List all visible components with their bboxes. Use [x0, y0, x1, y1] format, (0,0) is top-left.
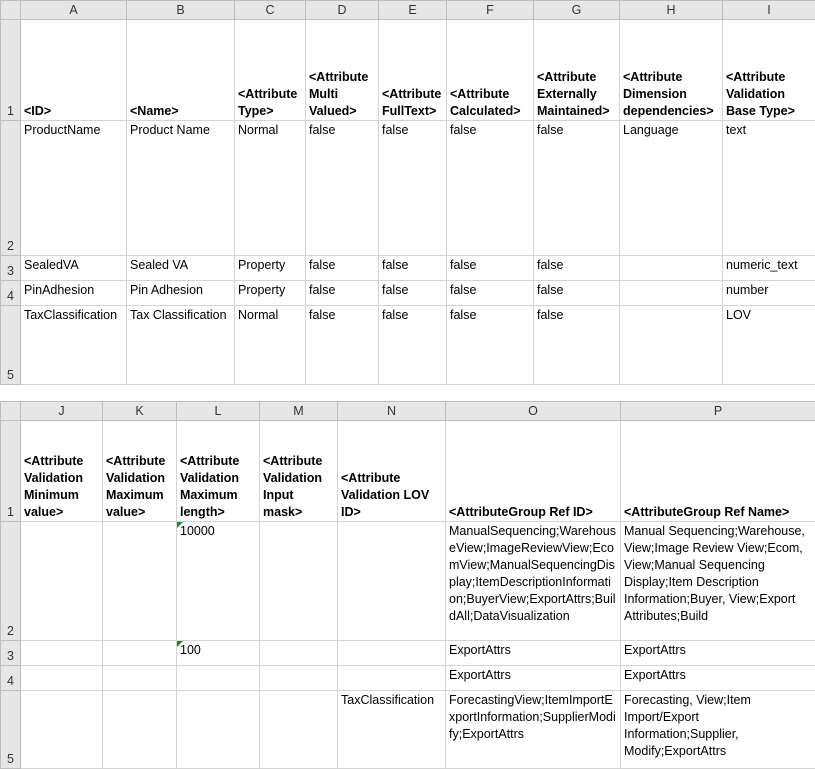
- column-header-c[interactable]: C: [235, 1, 306, 20]
- table-row: [1, 641, 815, 666]
- column-header-m[interactable]: M: [260, 402, 338, 421]
- cell[interactable]: false: [534, 256, 620, 281]
- header-cell[interactable]: <AttributeGroup Ref ID>: [446, 421, 621, 522]
- table-row: [1, 281, 815, 306]
- cell[interactable]: false: [379, 306, 447, 385]
- cell[interactable]: Manual Sequencing;Warehouse, View;Image Review View;Ecom, View;Manual Sequencing Display;Item Description Information;Buyer, View;Export Attributes;Build: [621, 522, 815, 641]
- cell[interactable]: false: [447, 121, 534, 256]
- cell[interactable]: [103, 641, 177, 666]
- cell[interactable]: Normal: [235, 121, 306, 256]
- cell[interactable]: ExportAttrs: [446, 641, 621, 666]
- header-cell[interactable]: <Attribute Externally Maintained>: [534, 20, 620, 121]
- cell[interactable]: TaxClassification: [338, 691, 446, 769]
- select-all-corner[interactable]: [1, 1, 21, 20]
- cell[interactable]: ExportAttrs: [621, 641, 815, 666]
- row-header-3[interactable]: 3: [1, 256, 21, 281]
- cell[interactable]: TaxClassification: [21, 306, 127, 385]
- header-cell[interactable]: <AttributeGroup Ref Name>: [621, 421, 815, 522]
- cell[interactable]: [103, 691, 177, 769]
- column-header-n[interactable]: N: [338, 402, 446, 421]
- column-header-g[interactable]: G: [534, 1, 620, 20]
- cell[interactable]: [338, 641, 446, 666]
- spreadsheet-grid-bottom: [0, 401, 815, 769]
- header-cell[interactable]: <Attribute Validation LOV ID>: [338, 421, 446, 522]
- cell[interactable]: Property: [235, 281, 306, 306]
- column-header-j[interactable]: J: [21, 402, 103, 421]
- cell[interactable]: PinAdhesion: [21, 281, 127, 306]
- cell[interactable]: [21, 522, 103, 641]
- cell[interactable]: ExportAttrs: [621, 666, 815, 691]
- column-header-d[interactable]: D: [306, 1, 379, 20]
- column-header-k[interactable]: K: [103, 402, 177, 421]
- table-row: [1, 666, 815, 691]
- cell[interactable]: numeric_text: [723, 256, 815, 281]
- row-header-3[interactable]: 3: [1, 641, 21, 666]
- cell[interactable]: [338, 666, 446, 691]
- header-cell[interactable]: <Attribute Validation Input mask>: [260, 421, 338, 522]
- cell[interactable]: false: [534, 281, 620, 306]
- header-cell[interactable]: <ID>: [21, 20, 127, 121]
- cell[interactable]: false: [447, 306, 534, 385]
- select-all-corner[interactable]: [1, 402, 21, 421]
- cell[interactable]: number: [723, 281, 815, 306]
- cell[interactable]: ExportAttrs: [446, 666, 621, 691]
- cell[interactable]: false: [379, 281, 447, 306]
- row-header-2[interactable]: 2: [1, 121, 21, 256]
- row-header-4[interactable]: 4: [1, 281, 21, 306]
- cell[interactable]: [177, 666, 260, 691]
- row-header-1[interactable]: 1: [1, 20, 21, 121]
- table-row: [1, 20, 815, 121]
- cell[interactable]: ProductName: [21, 121, 127, 256]
- header-cell[interactable]: <Attribute Calculated>: [447, 20, 534, 121]
- column-header-row: [1, 402, 815, 421]
- cell[interactable]: ForecastingView;ItemImportExportInformation;SupplierModify;ExportAttrs: [446, 691, 621, 769]
- header-cell[interactable]: <Attribute Dimension dependencies>: [620, 20, 723, 121]
- column-header-l[interactable]: L: [177, 402, 260, 421]
- cell[interactable]: [177, 691, 260, 769]
- cell-number-stored-as-text[interactable]: [177, 522, 260, 641]
- cell[interactable]: false: [447, 281, 534, 306]
- header-cell[interactable]: <Attribute Type>: [235, 20, 306, 121]
- cell-text: 10000: [180, 524, 215, 538]
- cell-text: 100: [180, 643, 201, 657]
- cell[interactable]: [260, 691, 338, 769]
- cell[interactable]: [21, 641, 103, 666]
- column-header-i[interactable]: I: [723, 1, 815, 20]
- cell[interactable]: [620, 256, 723, 281]
- cell[interactable]: [103, 522, 177, 641]
- header-cell[interactable]: <Attribute Validation Maximum length>: [177, 421, 260, 522]
- cell[interactable]: Language: [620, 121, 723, 256]
- table-row: [1, 421, 815, 522]
- cell[interactable]: SealedVA: [21, 256, 127, 281]
- cell[interactable]: false: [306, 121, 379, 256]
- cell[interactable]: [21, 691, 103, 769]
- column-header-a[interactable]: A: [21, 1, 127, 20]
- cell[interactable]: Product Name: [127, 121, 235, 256]
- header-cell[interactable]: <Attribute Multi Valued>: [306, 20, 379, 121]
- cell[interactable]: ManualSequencing;WarehouseView;ImageReviewView;EcomView;ManualSequencingDisplay;ItemDescriptionInformation;BuyerView;ExportAttrs;BuildAll;DataVisualization: [446, 522, 621, 641]
- cell[interactable]: false: [306, 256, 379, 281]
- cell[interactable]: [338, 522, 446, 641]
- column-header-e[interactable]: E: [379, 1, 447, 20]
- cell[interactable]: false: [379, 256, 447, 281]
- cell[interactable]: Pin Adhesion: [127, 281, 235, 306]
- cell[interactable]: [620, 281, 723, 306]
- cell[interactable]: [103, 666, 177, 691]
- error-indicator-icon: [177, 522, 183, 528]
- header-cell[interactable]: <Attribute Validation Maximum value>: [103, 421, 177, 522]
- table-row: [1, 522, 815, 641]
- header-cell[interactable]: <Attribute FullText>: [379, 20, 447, 121]
- cell[interactable]: [260, 641, 338, 666]
- row-header-4[interactable]: 4: [1, 666, 21, 691]
- cell[interactable]: false: [306, 306, 379, 385]
- table-row: [1, 691, 815, 769]
- cell[interactable]: [21, 666, 103, 691]
- cell[interactable]: Sealed VA: [127, 256, 235, 281]
- cell[interactable]: Forecasting, View;Item Import/Export Information;Supplier, Modify;ExportAttrs: [621, 691, 815, 769]
- header-cell[interactable]: <Attribute Validation Minimum value>: [21, 421, 103, 522]
- row-header-5[interactable]: 5: [1, 691, 21, 769]
- table-row: [1, 306, 815, 385]
- row-header-5[interactable]: 5: [1, 306, 21, 385]
- error-indicator-icon: [177, 641, 183, 647]
- cell[interactable]: [620, 306, 723, 385]
- table-row: [1, 256, 815, 281]
- row-header-2[interactable]: 2: [1, 522, 21, 641]
- cell[interactable]: Tax Classification: [127, 306, 235, 385]
- header-cell[interactable]: <Attribute Validation Base Type>: [723, 20, 815, 121]
- column-header-p[interactable]: P: [621, 402, 815, 421]
- table-row: [1, 121, 815, 256]
- cell[interactable]: [260, 666, 338, 691]
- cell[interactable]: Normal: [235, 306, 306, 385]
- column-header-f[interactable]: F: [447, 1, 534, 20]
- column-header-row: [1, 1, 815, 20]
- cell[interactable]: false: [534, 306, 620, 385]
- column-header-b[interactable]: B: [127, 1, 235, 20]
- column-header-o[interactable]: O: [446, 402, 621, 421]
- header-cell[interactable]: <Name>: [127, 20, 235, 121]
- cell[interactable]: LOV: [723, 306, 815, 385]
- cell[interactable]: false: [534, 121, 620, 256]
- cell[interactable]: false: [379, 121, 447, 256]
- cell-number-stored-as-text[interactable]: [177, 641, 260, 666]
- row-header-1[interactable]: 1: [1, 421, 21, 522]
- cell[interactable]: Property: [235, 256, 306, 281]
- cell[interactable]: false: [306, 281, 379, 306]
- cell[interactable]: [260, 522, 338, 641]
- column-header-h[interactable]: H: [620, 1, 723, 20]
- cell[interactable]: false: [447, 256, 534, 281]
- cell[interactable]: text: [723, 121, 815, 256]
